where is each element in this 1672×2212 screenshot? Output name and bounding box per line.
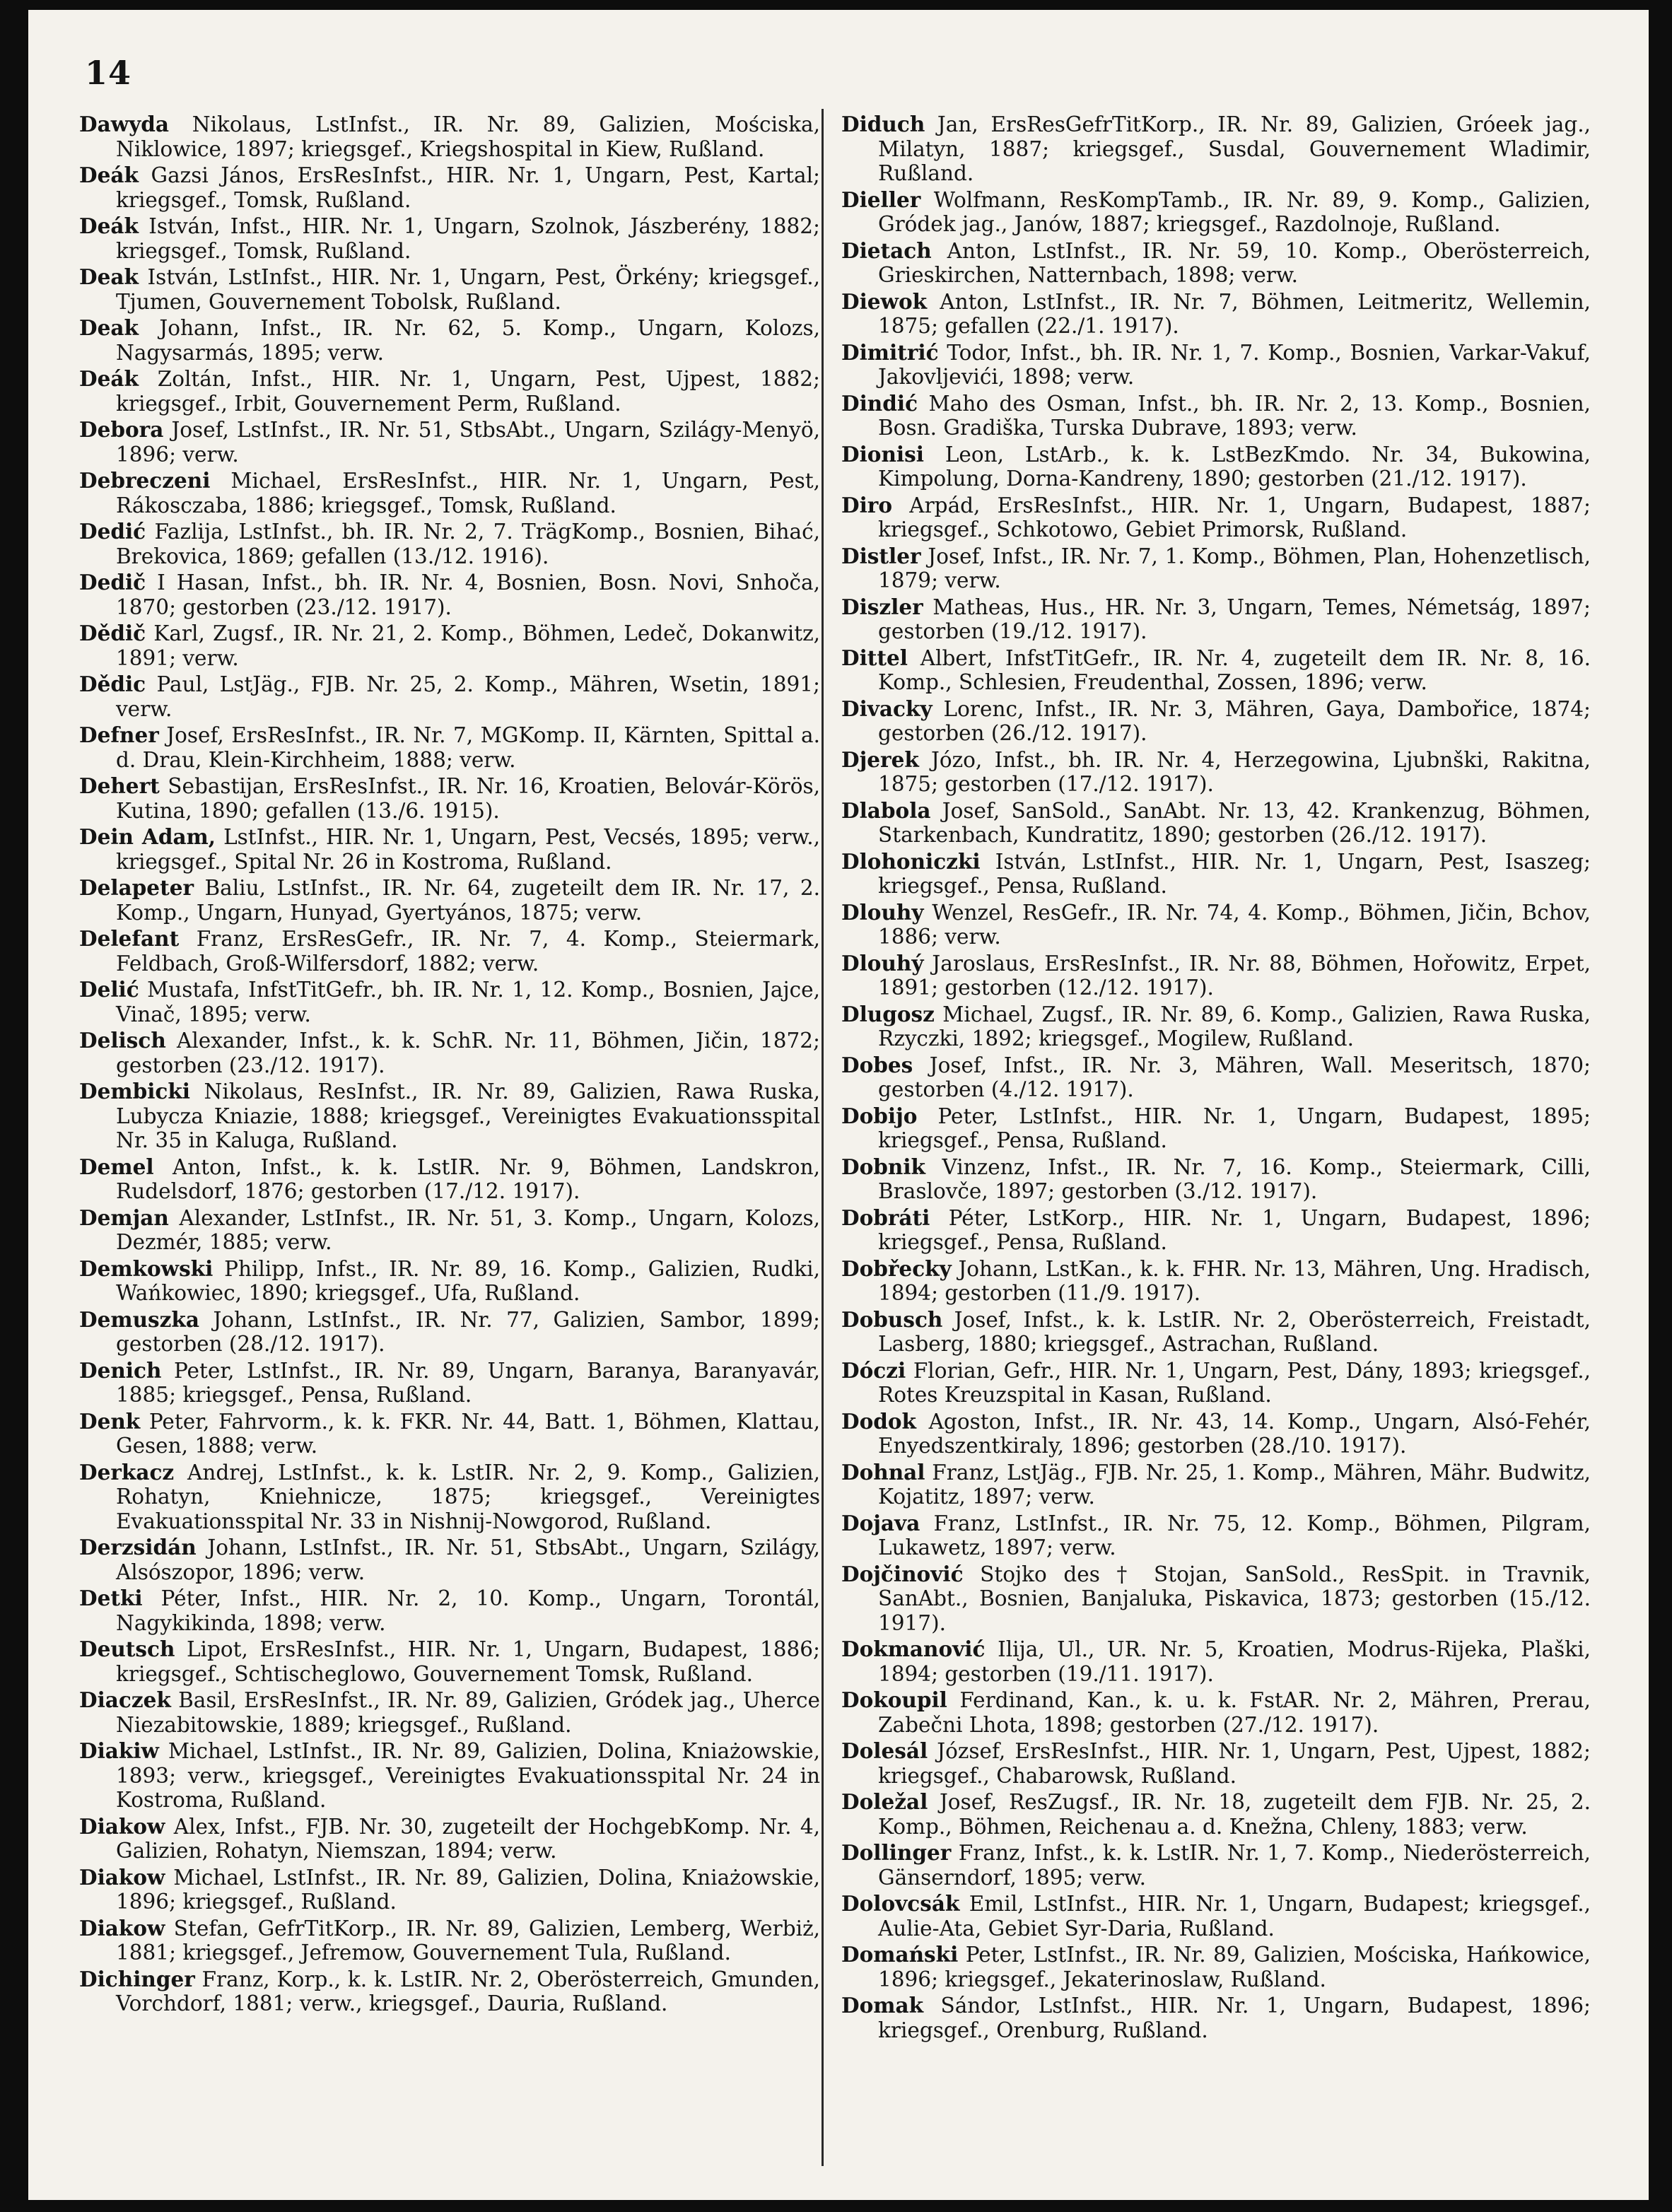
entry-details: Josef, ErsResInfst., IR. Nr. 7, MGKomp. II, Kärnten, Spittal a. d. Drau, Klein-Kirchheim, 1888; verw. [116, 723, 820, 772]
entry-surname: Deák [79, 163, 139, 187]
entry-surname: Delapeter [79, 875, 194, 900]
entry-surname: Dokoupil [841, 1687, 947, 1712]
entry-surname: Dokmanović [841, 1637, 986, 1661]
register-entry [841, 748, 1591, 797]
entry-surname: Diro [841, 492, 893, 517]
right-column [841, 112, 1591, 2044]
entry-details: Basil, ErsResInfst., IR. Nr. 89, Galizien, Gródek jag., Uherce Niezabitowskie, 1889; kriegsgef., Rußland. [116, 1688, 820, 1737]
entry-details: József, ErsResInfst., HIR. Nr. 1, Ungarn, Pest, Ujpest, 1882; kriegsgef., Chabarowsk, Rußland. [878, 1739, 1591, 1788]
entry-details: Matheas, Hus., HR. Nr. 3, Ungarn, Temes, Németság, 1897; gestorben (19./12. 1917). [878, 595, 1591, 643]
register-entry [79, 1586, 820, 1635]
entry-details: Johann, LstInfst., IR. Nr. 77, Galizien, Sambor, 1899; gestorben (28./12. 1917). [116, 1307, 820, 1356]
register-entry [79, 112, 820, 161]
register-entry [841, 1790, 1591, 1839]
entry-details: Józo, Infst., bh. IR. Nr. 4, Herzegowina, Ljubnški, Rakitna, 1875; gestorben (17./12. 1917). [878, 747, 1591, 796]
register-entry [841, 595, 1591, 644]
entry-surname: Dlouhy [841, 899, 924, 925]
entry-surname: Dietach [841, 238, 932, 263]
entry-surname: Debreczeni [79, 468, 211, 493]
register-entry [841, 1994, 1591, 2042]
entry-surname: Dlabola [841, 797, 931, 823]
register-entry [79, 723, 820, 772]
register-entry [841, 341, 1591, 390]
register-entry [841, 1104, 1591, 1153]
entry-details: Péter, LstKorp., HIR. Nr. 1, Ungarn, Budapest, 1896; kriegsgef., Pensa, Rußland. [878, 1205, 1591, 1254]
register-entry [79, 825, 820, 874]
register-entry [841, 1461, 1591, 1509]
entry-surname: Dawyda [79, 112, 169, 136]
entry-surname: Dlohoniczki [841, 848, 981, 874]
entry-details: Ilija, Ul., UR. Nr. 5, Kroatien, Modrus-Rijeka, Plaški, 1894; gestorben (19./11. 1917). [878, 1637, 1591, 1686]
entry-surname: Deak [79, 315, 139, 340]
entry-details: Jan, ErsResGefrTitKorp., IR. Nr. 89, Galizien, Gróeek jag., Milatyn, 1887; kriegsgef., Susdal, Gouvernement Wladimir, Rußland. [878, 112, 1591, 185]
entry-surname: Demuszka [79, 1306, 199, 1332]
entry-surname: Dollinger [841, 1840, 952, 1865]
entry-surname: Diduch [841, 112, 925, 136]
entry-surname: Delefant [79, 926, 180, 951]
register-entry [841, 1688, 1591, 1737]
entry-details: Peter, Fahrvorm., k. k. FKR. Nr. 44, Batt. 1, Böhmen, Klattau, Gesen, 1888; verw. [116, 1409, 820, 1458]
register-entry [841, 1739, 1591, 1788]
register-entry [79, 1308, 820, 1357]
register-entry [841, 239, 1591, 288]
register-entry [841, 697, 1591, 746]
entry-surname: Dionisi [841, 441, 924, 467]
entry-surname: Delisch [79, 1028, 166, 1053]
entry-surname: Dein Adam, [79, 824, 216, 849]
entry-surname: Derkacz [79, 1459, 175, 1485]
entry-surname: Debora [79, 417, 164, 442]
register-entry [79, 621, 820, 670]
register-entry [841, 1359, 1591, 1408]
entry-details: Peter, LstInfst., HIR. Nr. 1, Ungarn, Budapest, 1895; kriegsgef., Pensa, Rußland. [878, 1104, 1591, 1152]
entry-surname: Dobřecky [841, 1256, 952, 1281]
entry-surname: Deutsch [79, 1637, 175, 1661]
register-entry [841, 1562, 1591, 1636]
entry-details: Stojko des † Stojan, SanSold., ResSpit. in Travnik, SanAbt., Bosnien, Banjaluka, Piskavica, 1873; gestorben (15./12. 1917). [878, 1562, 1591, 1635]
entry-details: Ferdinand, Kan., k. u. k. FstAR. Nr. 2, Mähren, Prerau, Zabečni Lhota, 1898; gestorben (27./12. 1917). [878, 1688, 1591, 1737]
entry-surname: Detki [79, 1586, 143, 1610]
register-entry [79, 316, 820, 365]
entry-surname: Divacky [841, 696, 933, 721]
entry-surname: Dobnik [841, 1154, 925, 1179]
entry-surname: Deák [79, 366, 139, 391]
register-entry [841, 112, 1591, 186]
entry-details: Josef, ResZugsf., IR. Nr. 18, zugeteilt dem FJB. Nr. 25, 2. Komp., Böhmen, Reichenau a. d. Knežna, Chleny, 1883; verw. [878, 1790, 1591, 1839]
entry-details: Albert, InfstTitGefr., IR. Nr. 4, zugeteilt dem IR. Nr. 8, 16. Komp., Schlesien, Freudenthal, Zossen, 1896; verw. [878, 645, 1591, 694]
entry-details: Peter, LstInfst., IR. Nr. 89, Ungarn, Baranya, Baranyavár, 1885; kriegsgef., Pensa, Rußland. [116, 1358, 820, 1407]
register-entry [79, 1967, 820, 2016]
entry-details: Johann, LstInfst., IR. Nr. 51, StbsAbt., Ungarn, Szilágy, Alsószopor, 1896; verw. [116, 1535, 820, 1584]
entry-surname: Defner [79, 722, 159, 747]
entry-details: Michael, ErsResInfst., HIR. Nr. 1, Ungarn, Pest, Rákosczaba, 1886; kriegsgef., Tomsk, Rußland. [116, 469, 820, 517]
register-entry [79, 163, 820, 212]
entry-surname: Deák [79, 213, 139, 238]
column-divider [822, 109, 824, 2166]
entry-surname: Dedič [79, 570, 146, 595]
register-entry [841, 952, 1591, 1000]
entry-details: Franz, Korp., k. k. LstIR. Nr. 2, Oberösterreich, Gmunden, Vorchdorf, 1881; verw., kriegsgef., Dauria, Rußland. [116, 1967, 820, 2015]
entry-details: Alexander, Infst., k. k. SchR. Nr. 11, Böhmen, Jičin, 1872; gestorben (23./12. 1917). [116, 1029, 820, 1077]
register-entry [841, 1308, 1591, 1357]
entry-details: Franz, ErsResGefr., IR. Nr. 7, 4. Komp., Steiermark, Feldbach, Groß-Wilfersdorf, 1882; verw. [116, 927, 820, 976]
entry-surname: Dembicki [79, 1079, 191, 1104]
register-entry [79, 570, 820, 619]
entry-details: Anton, LstInfst., IR. Nr. 59, 10. Komp., Oberösterreich, Grieskirchen, Natternbach, 1898; verw. [878, 238, 1591, 287]
entry-details: Andrej, LstInfst., k. k. LstIR. Nr. 2, 9. Komp., Galizien, Rohatyn, Kniehnicze, 1875; kriegsgef., Vereinigtes Evakuationsspital Nr. 33 in Nishnij-Nowgorod, Rußland. [116, 1460, 820, 1533]
register-entry [79, 265, 820, 314]
entry-details: Maho des Osman, Infst., bh. IR. Nr. 2, 13. Komp., Bosnien, Bosn. Gradiška, Turska Dubrave, 1893; verw. [878, 391, 1591, 440]
entry-surname: Derzsidán [79, 1535, 197, 1559]
register-entry [79, 672, 820, 721]
entry-surname: Demjan [79, 1205, 169, 1230]
entry-details: Josef, Infst., IR. Nr. 3, Mähren, Wall. Meseritsch, 1870; gestorben (4./12. 1917). [878, 1053, 1591, 1101]
entry-surname: Diakow [79, 1915, 165, 1941]
register-entry [79, 1257, 820, 1306]
register-entry [79, 1917, 820, 1965]
entry-surname: Dittel [841, 645, 908, 670]
entry-details: Alex, Infst., FJB. Nr. 30, zugeteilt der HochgebKomp. Nr. 4, Galizien, Rohatyn, Niemszan, 1894; verw. [116, 1814, 820, 1863]
register-entry [79, 1815, 820, 1863]
register-entry [841, 646, 1591, 695]
entry-surname: Diaczek [79, 1687, 171, 1712]
register-entry [841, 1053, 1591, 1102]
entry-details: István, Infst., HIR. Nr. 1, Ungarn, Szolnok, Jászberény, 1882; kriegsgef., Tomsk, Rußland. [116, 214, 820, 263]
entry-details: Jaroslaus, ErsResInfst., IR. Nr. 88, Böhmen, Hořowitz, Erpet, 1891; gestorben (12./12. 1917). [878, 951, 1591, 1000]
register-entry [79, 1359, 820, 1408]
entry-details: Michael, LstInfst., IR. Nr. 89, Galizien, Dolina, Kniażowskie, 1896; kriegsgef., Rußland. [116, 1865, 820, 1914]
entry-details: Anton, LstInfst., IR. Nr. 7, Böhmen, Leitmeritz, Wellemin, 1875; gefallen (22./1. 1917). [878, 289, 1591, 338]
page-number: 14 [85, 54, 132, 92]
register-entry [841, 901, 1591, 949]
entry-details: Lorenc, Infst., IR. Nr. 3, Mähren, Gaya, Dambořice, 1874; gestorben (26./12. 1917). [878, 696, 1591, 745]
register-entry [79, 469, 820, 517]
register-entry [79, 1155, 820, 1204]
register-entry [841, 1155, 1591, 1204]
register-entry [841, 1206, 1591, 1255]
register-entry [79, 1637, 820, 1686]
entry-surname: Dóczi [841, 1357, 906, 1383]
entry-details: Nikolaus, ResInfst., IR. Nr. 89, Galizien, Rawa Ruska, Lubycza Kniazie, 1888; kriegsgef., Vereinigtes Evakuationsspital Nr. 35 in Kaluga, Rußland. [116, 1079, 820, 1152]
entry-details: Florian, Gefr., HIR. Nr. 1, Ungarn, Pest, Dány, 1893; kriegsgef., Rotes Kreuzspital in Kasan, Rußland. [878, 1358, 1591, 1407]
entry-details: Zoltán, Infst., HIR. Nr. 1, Ungarn, Pest, Ujpest, 1882; kriegsgef., Irbit, Gouvernement Perm, Rußland. [116, 367, 820, 416]
entry-surname: Deak [79, 264, 139, 289]
entry-details: Josef, Infst., k. k. LstIR. Nr. 2, Oberösterreich, Freistadt, Lasberg, 1880; kriegsgef., Astrachan, Rußland. [878, 1307, 1591, 1356]
entry-surname: Dedić [79, 519, 146, 544]
entry-surname: Diszler [841, 594, 923, 619]
entry-details: Anton, Infst., k. k. LstIR. Nr. 9, Böhmen, Landskron, Rudelsdorf, 1876; gestorben (17./12. 1917). [116, 1154, 820, 1203]
register-entry [841, 1892, 1591, 1941]
register-entry [79, 418, 820, 467]
entry-details: Franz, Infst., k. k. LstIR. Nr. 1, 7. Komp., Niederösterreich, Gänserndorf, 1895; verw. [878, 1841, 1591, 1890]
register-entry [79, 367, 820, 416]
entry-details: Wolfmann, ResKompTamb., IR. Nr. 89, 9. Komp., Galizien, Gródek jag., Janów, 1887; kriegsgef., Razdolnoje, Rußland. [878, 187, 1591, 236]
entry-surname: Dlugosz [841, 1001, 935, 1026]
entry-details: Josef, SanSold., SanAbt. Nr. 13, 42. Krankenzug, Böhmen, Starkenbach, Kundratitz, 1890; gestorben (26./12. 1917). [878, 798, 1591, 847]
entry-surname: Dindić [841, 390, 918, 416]
entry-surname: Dobráti [841, 1205, 930, 1230]
register-entry [79, 774, 820, 823]
entry-details: Wenzel, ResGefr., IR. Nr. 74, 4. Komp., Böhmen, Jičin, Bchov, 1886; verw. [878, 900, 1591, 949]
entry-surname: Dobijo [841, 1103, 918, 1128]
entry-surname: Dlouhý [841, 950, 924, 976]
left-column [79, 112, 820, 2018]
register-entry [841, 493, 1591, 542]
entry-details: Sándor, LstInfst., HIR. Nr. 1, Ungarn, Budapest, 1896; kriegsgef., Orenburg, Rußland. [878, 1994, 1591, 2042]
entry-surname: Dohnal [841, 1459, 925, 1485]
entry-details: Leon, LstArb., k. k. LstBezKmdo. Nr. 34, Bukowina, Kimpolung, Dorna-Kandreny, 1890; gestorben (21./12. 1917). [878, 442, 1591, 491]
entry-details: Péter, Infst., HIR. Nr. 2, 10. Komp., Ungarn, Torontál, Nagykikinda, 1898; verw. [116, 1586, 820, 1635]
entry-details: Nikolaus, LstInfst., IR. Nr. 89, Galizien, Mościska, Niklowice, 1897; kriegsgef., Kriegshospital in Kiew, Rußland. [116, 112, 820, 161]
entry-details: Josef, Infst., IR. Nr. 7, 1. Komp., Böhmen, Plan, Hohenzetlisch, 1879; verw. [878, 544, 1591, 592]
register-entry [79, 1739, 820, 1813]
entry-details: Peter, LstInfst., IR. Nr. 89, Galizien, Mościska, Hańkowice, 1896; kriegsgef., Jekaterinoslaw, Rußland. [878, 1943, 1591, 1991]
register-entry [841, 443, 1591, 491]
register-entry [79, 214, 820, 263]
entry-surname: Dobusch [841, 1306, 943, 1332]
entry-details: Todor, Infst., bh. IR. Nr. 1, 7. Komp., Bosnien, Varkar-Vakuf, Jakovljevići, 1898; verw. [878, 340, 1591, 389]
entry-details: Philipp, Infst., IR. Nr. 89, 16. Komp., Galizien, Rudki, Wańkowiec, 1890; kriegsgef., Ufa, Rußland. [116, 1256, 820, 1305]
register-entry [79, 1079, 820, 1153]
entry-surname: Dehert [79, 773, 160, 798]
entry-details: István, LstInfst., HIR. Nr. 1, Ungarn, Pest, Örkény; kriegsgef., Tjumen, Gouvernement Tobolsk, Rußland. [116, 265, 820, 314]
entry-details: Paul, LstJäg., FJB. Nr. 25, 2. Komp., Mähren, Wsetin, 1891; verw. [116, 672, 820, 721]
register-entry [841, 544, 1591, 593]
entry-surname: Dieller [841, 187, 921, 212]
entry-surname: Demkowski [79, 1256, 214, 1281]
entry-details: I Hasan, Infst., bh. IR. Nr. 4, Bosnien, Bosn. Novi, Snhoča, 1870; gestorben (23./12. 1917). [116, 570, 820, 619]
entry-details: Emil, LstInfst., HIR. Nr. 1, Ungarn, Budapest; kriegsgef., Aulie-Ata, Gebiet Syr-Daria, Rußland. [878, 1892, 1591, 1941]
entry-details: LstInfst., HIR. Nr. 1, Ungarn, Pest, Vecsés, 1895; verw., kriegsgef., Spital Nr. 26 in Kostroma, Rußland. [116, 825, 820, 874]
entry-details: Michael, Zugsf., IR. Nr. 89, 6. Komp., Galizien, Rawa Ruska, Rzyczki, 1892; kriegsgef., Mogilew, Rußland. [878, 1002, 1591, 1051]
entry-details: István, LstInfst., HIR. Nr. 1, Ungarn, Pest, Isaszeg; kriegsgef., Pensa, Rußland. [878, 849, 1591, 898]
entry-details: Sebastijan, ErsResInfst., IR. Nr. 16, Kroatien, Belovár-Körös, Kutina, 1890; gefallen (13./6. 1915). [116, 774, 820, 823]
register-entry [841, 1841, 1591, 1890]
entry-details: Gazsi János, ErsResInfst., HIR. Nr. 1, Ungarn, Pest, Kartal; kriegsgef., Tomsk, Rußland. [116, 163, 820, 212]
entry-surname: Denk [79, 1408, 141, 1434]
entry-details: Agoston, Infst., IR. Nr. 43, 14. Komp., Ungarn, Alsó-Fehér, Enyedszentkiraly, 1896; gestorben (28./10. 1917). [878, 1409, 1591, 1458]
entry-surname: Dolovcsák [841, 1891, 960, 1916]
register-entry [841, 1002, 1591, 1051]
entry-surname: Domański [841, 1942, 959, 1967]
register-entry [79, 1866, 820, 1914]
entry-details: Johann, Infst., IR. Nr. 62, 5. Komp., Ungarn, Kolozs, Nagysarmás, 1895; verw. [116, 316, 820, 365]
entry-surname: Dimitrić [841, 339, 939, 365]
entry-surname: Diakiw [79, 1738, 159, 1763]
entry-surname: Diakow [79, 1864, 165, 1890]
register-entry [841, 1257, 1591, 1306]
register-entry [841, 850, 1591, 899]
entry-details: Baliu, LstInfst., IR. Nr. 64, zugeteilt dem IR. Nr. 17, 2. Komp., Ungarn, Hunyad, Gyertyános, 1875; verw. [116, 876, 820, 925]
register-entry [79, 1029, 820, 1077]
register-entry [79, 1410, 820, 1458]
entry-details: Mustafa, InfstTitGefr., bh. IR. Nr. 1, 12. Komp., Bosnien, Jajce, Vinač, 1895; verw. [116, 978, 820, 1026]
register-entry [841, 799, 1591, 848]
entry-details: Stefan, GefrTitKorp., IR. Nr. 89, Galizien, Lemberg, Werbiż, 1881; kriegsgef., Jefremow, Gouvernement Tula, Rußland. [116, 1916, 820, 1965]
entry-surname: Dobes [841, 1052, 913, 1077]
entry-details: Vinzenz, Infst., IR. Nr. 7, 16. Komp., Steiermark, Cilli, Braslovče, 1897; gestorben (3./12. 1917). [878, 1154, 1591, 1203]
entry-surname: Dichinger [79, 1966, 195, 1991]
entry-surname: Domak [841, 1993, 924, 2018]
entry-surname: Doležal [841, 1789, 928, 1814]
entry-surname: Dojčinović [841, 1561, 964, 1586]
entry-surname: Dolesál [841, 1738, 928, 1763]
register-entry [79, 1461, 820, 1534]
document-page [28, 10, 1649, 2200]
entry-details: Franz, LstJäg., FJB. Nr. 25, 1. Komp., Mähren, Mähr. Budwitz, Kojatitz, 1897; verw. [878, 1460, 1591, 1509]
entry-surname: Distler [841, 543, 921, 568]
entry-details: Franz, LstInfst., IR. Nr. 75, 12. Komp., Böhmen, Pilgram, Lukawetz, 1897; verw. [878, 1511, 1591, 1559]
register-entry [79, 520, 820, 568]
entry-details: Josef, LstInfst., IR. Nr. 51, StbsAbt., Ungarn, Szilágy-Menyö, 1896; verw. [116, 418, 820, 467]
entry-surname: Dědič [79, 621, 146, 645]
entry-surname: Denich [79, 1357, 162, 1383]
register-entry [841, 1511, 1591, 1560]
register-entry [79, 1206, 820, 1255]
entry-surname: Dědic [79, 672, 146, 696]
entry-surname: Demel [79, 1154, 154, 1179]
entry-details: Fazlija, LstInfst., bh. IR. Nr. 2, 7. TrägKomp., Bosnien, Bihać, Brekovica, 1869; gefallen (13./12. 1916). [116, 520, 820, 568]
register-entry [841, 1637, 1591, 1686]
register-entry [841, 392, 1591, 440]
register-entry [79, 927, 820, 976]
entry-surname: Diakow [79, 1813, 165, 1839]
entry-details: Michael, LstInfst., IR. Nr. 89, Galizien, Dolina, Kniażowskie, 1893; verw., kriegsgef., Vereinigtes Evakuationsspital Nr. 24 in Kostroma, Rußland. [116, 1739, 820, 1812]
entry-surname: Diewok [841, 288, 928, 314]
entry-surname: Dojava [841, 1510, 920, 1535]
entry-details: Karl, Zugsf., IR. Nr. 21, 2. Komp., Böhmen, Ledeč, Dokanwitz, 1891; verw. [116, 621, 820, 670]
register-entry [841, 290, 1591, 339]
register-entry [841, 1410, 1591, 1458]
entry-details: Alexander, LstInfst., IR. Nr. 51, 3. Komp., Ungarn, Kolozs, Dezmér, 1885; verw. [116, 1205, 820, 1254]
register-entry [79, 876, 820, 925]
entry-surname: Dodok [841, 1408, 917, 1434]
register-entry [841, 1943, 1591, 1991]
entry-surname: Djerek [841, 747, 919, 772]
register-entry [79, 1535, 820, 1584]
entry-details: Johann, LstKan., k. k. FHR. Nr. 13, Mähren, Ung. Hradisch, 1894; gestorben (11./9. 1917). [878, 1256, 1591, 1305]
register-entry [841, 188, 1591, 237]
entry-details: Lipot, ErsResInfst., HIR. Nr. 1, Ungarn, Budapest, 1886; kriegsgef., Schtischeglowo, Gouvernement Tomsk, Rußland. [116, 1637, 821, 1686]
entry-surname: Delić [79, 977, 139, 1002]
register-entry [79, 1688, 820, 1737]
register-entry [79, 978, 820, 1026]
entry-details: Arpád, ErsResInfst., HIR. Nr. 1, Ungarn, Budapest, 1887; kriegsgef., Schkotowo, Gebiet Primorsk, Rußland. [878, 493, 1591, 542]
